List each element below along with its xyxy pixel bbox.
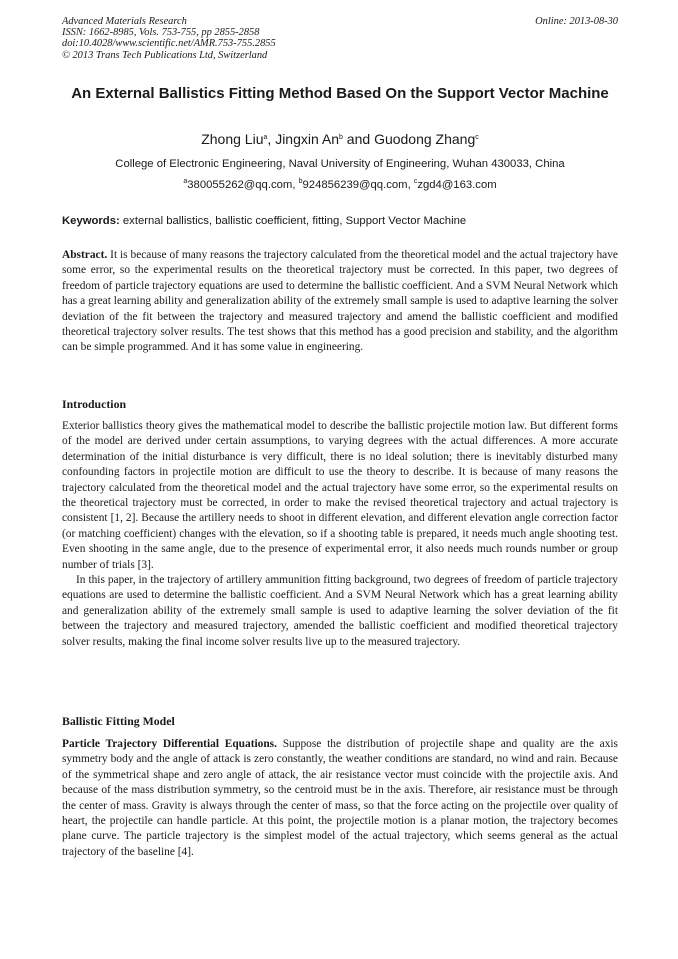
journal-header	[62, 16, 618, 61]
ballistic-fitting-text: Suppose the distribution of projectile shape and quality are the axis symmetry body and the angle of attack is zero constantly, the weather conditions are standard, no wind and rain. Because of the symmetrical shape and zero angle of attack, the air resistance vector must coincide with the projectile axis. And because of the mass distribution symmetry, so the centroid must be in the axis. Therefore, air resistance must be through the center of mass. Gravity is always through the center of mass, so that the force acting on the projectile over quality of heart, the projectile can handle particle. At this point, the projectile motion is a planar motion, the trajectory becomes plane curve. The particle trajectory is the simplest model of the actual trajectory, which seems general as the actual trajectory of the baseline [4].	[62, 738, 618, 858]
ballistic-fitting-heading: Ballistic Fitting Model	[62, 714, 175, 728]
keywords-label: Keywords:	[62, 215, 120, 227]
author-list	[62, 130, 618, 148]
introduction-heading: Introduction	[62, 397, 127, 411]
email-address[interactable]: zgd4@163.com	[417, 179, 497, 191]
keywords-text: external ballistics, ballistic coefficient, fitting, Support Vector Machine	[119, 215, 467, 227]
introduction-body	[62, 419, 618, 650]
copyright-line: © 2013 Trans Tech Publications Ltd, Switzerland	[62, 49, 268, 61]
abstract-label: Abstract.	[62, 249, 108, 261]
email-list	[62, 178, 618, 192]
abstract-text: It is because of many reasons the trajectory calculated from the theoretical model and the actual trajectory have some error, so the experimental results on the theoretical trajectory must be corrected. In this paper, two degrees of freedom of particle trajectory equations are used to determine the ballistic coefficient. And a SVM Neural Network which has a great learning ability and generalization ability of the extremely small sample is used to adaptive learning the solver deviation of the fit between the trajectory and measured trajectory and amend the ballistic coefficient and modified theoretical trajectory solver results. The test shows that this method has a good precision and stability, and the algorithm can be simple programmed. And it has some value in engineering.	[62, 249, 618, 354]
email-mark: b	[298, 178, 303, 185]
author-name: Zhong Liu	[201, 131, 264, 147]
email-mark: a	[183, 178, 188, 185]
author-name: Guodong Zhang	[374, 131, 476, 147]
issn-line: ISSN: 1662-8985, Vols. 753-755, pp 2855-2858	[62, 27, 260, 39]
paper-title: An External Ballistics Fitting Method Based On the Support Vector Machine	[71, 85, 609, 102]
keywords	[62, 214, 618, 228]
ballistic-fitting-paragraph	[62, 737, 618, 860]
email-mark: c	[413, 178, 418, 185]
author-mark: c	[475, 134, 479, 141]
author-separator: ,	[267, 131, 276, 147]
introduction-paragraph-2: In this paper, in the trajectory of artillery ammunition fitting background, two degrees of freedom of particle trajectory equations are used to determine the ballistic coefficient. And a SVM Neural Network which has a great learning ability and generalization ability of the extremely small sample is used to adaptive learning the solver deviation of the fit between the trajectory and measured trajectory, amended the ballistic coefficient and modified theoretical trajectory solver results, making the final income solver results live up to the measured trajectory.	[62, 574, 618, 648]
introduction-paragraph-1: Exterior ballistics theory gives the mathematical model to describe the ballistic projectile motion law. But different forms of the model are derived under certain assumptions, to varying degrees with the actual differences. A more accurate determination of the initial disturbance is very difficult, there is no ideal solution; there is inevitably disturbed many confounding factors in projectile motion are difficult to use the theory to describe. It is because of many reasons the trajectory calculated from the theoretical model and the actual trajectory have some error, so the experimental results on the theoretical trajectory must be corrected, in order to make the revised theoretical trajectory and actual trajectory is consistent [1, 2]. Because the artillery needs to shoot in different elevation, and different elevation angle correction factor (or matching coefficient) changes with the elevation, so if a shooting table is prepared, it needs much angle shooting test. Even shooting in the same angle, due to the presence of experimental error, it also needs much rounds number or group number of trials [3].	[62, 420, 618, 571]
email-address[interactable]: 380055262@qq.com	[187, 179, 293, 191]
email-address[interactable]: 924856239@qq.com	[302, 179, 408, 191]
online-date: Online: 2013-08-30	[535, 16, 618, 27]
author-mark: b	[339, 134, 343, 141]
author-name: Jingxin An	[275, 131, 340, 147]
subsection-lead: Particle Trajectory Differential Equations.	[62, 738, 277, 750]
journal-name: Advanced Materials Research	[62, 16, 187, 27]
abstract	[62, 248, 618, 356]
affiliation: College of Electronic Engineering, Naval University of Engineering, Wuhan 430033, China	[115, 158, 565, 170]
email-separator: ,	[407, 179, 414, 191]
email-separator: ,	[292, 179, 299, 191]
author-separator: and	[342, 131, 375, 147]
author-mark: a	[263, 134, 268, 141]
doi-line: doi:10.4028/www.scientific.net/AMR.753-755.2855	[62, 38, 276, 50]
